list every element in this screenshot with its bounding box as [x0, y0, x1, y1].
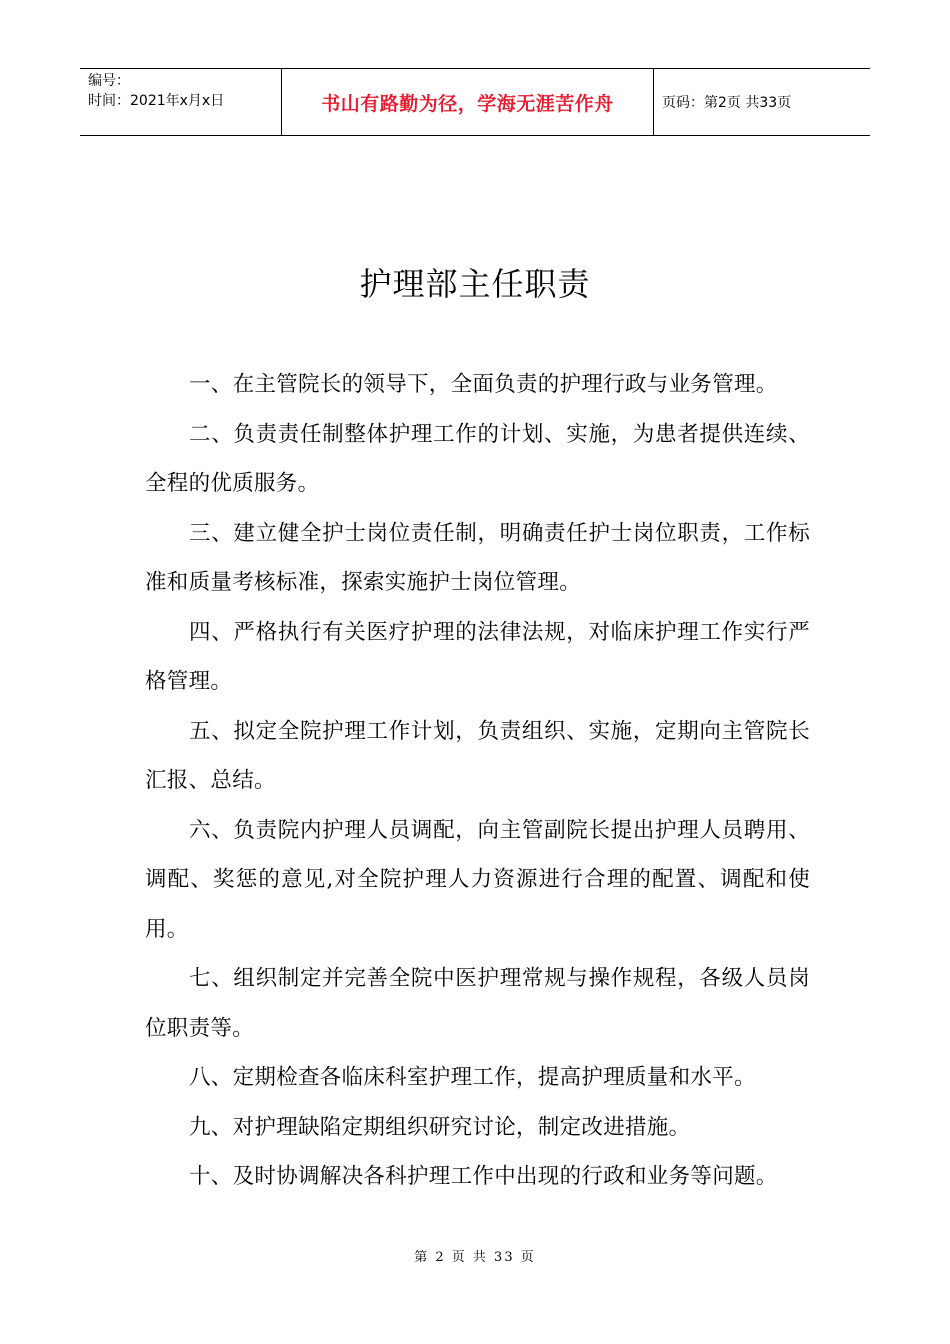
time-label: 时间：2021年x月x日: [88, 93, 225, 109]
paragraph-9: 九、对护理缺陷定期组织研究讨论，制定改进措施。: [189, 1114, 691, 1140]
paragraph-4: 四、严格执行有关医疗护理的法律法规，对临床护理工作实行严格管理。: [145, 619, 810, 694]
header-page-info: 页码：第2页 共33页: [662, 95, 792, 111]
header-motto: 书山有路勤为径，学海无涯苦作舟: [282, 69, 654, 135]
paragraph-6: 六、负责院内护理人员调配，向主管副院长提出护理人员聘用、调配、奖惩的意见,对全院护理人力资源进行合理的配置、调配和使用。: [145, 817, 810, 942]
paragraph-5: 五、拟定全院护理工作计划，负责组织、实施，定期向主管院长汇报、总结。: [145, 718, 810, 793]
paragraph-1: 一、在主管院长的领导下，全面负责的护理行政与业务管理。: [189, 372, 778, 397]
paragraph-7: 七、组织制定并完善全院中医护理常规与操作规程，各级人员岗位职责等。: [145, 966, 810, 1041]
document-title: 护理部主任职责: [359, 265, 591, 303]
header-meta-cell: [80, 69, 282, 135]
paragraph-2: 二、负责责任制整体护理工作的计划、实施，为患者提供连续、全程的优质服务。: [145, 421, 810, 496]
page-footer: 第 2 页 共 33 页: [414, 1250, 536, 1265]
number-label: 编号：: [88, 73, 130, 89]
paragraph-3: 三、建立健全护士岗位责任制，明确责任护士岗位职责，工作标准和质量考核标准，探索实施护士岗位管理。: [145, 520, 810, 595]
paragraph-8: 八、定期检查各临床科室护理工作，提高护理质量和水平。: [189, 1065, 756, 1090]
paragraph-10: 十、及时协调解决各科护理工作中出现的行政和业务等问题。: [189, 1164, 778, 1189]
header-table: [80, 68, 870, 136]
document-body: [145, 360, 810, 1202]
